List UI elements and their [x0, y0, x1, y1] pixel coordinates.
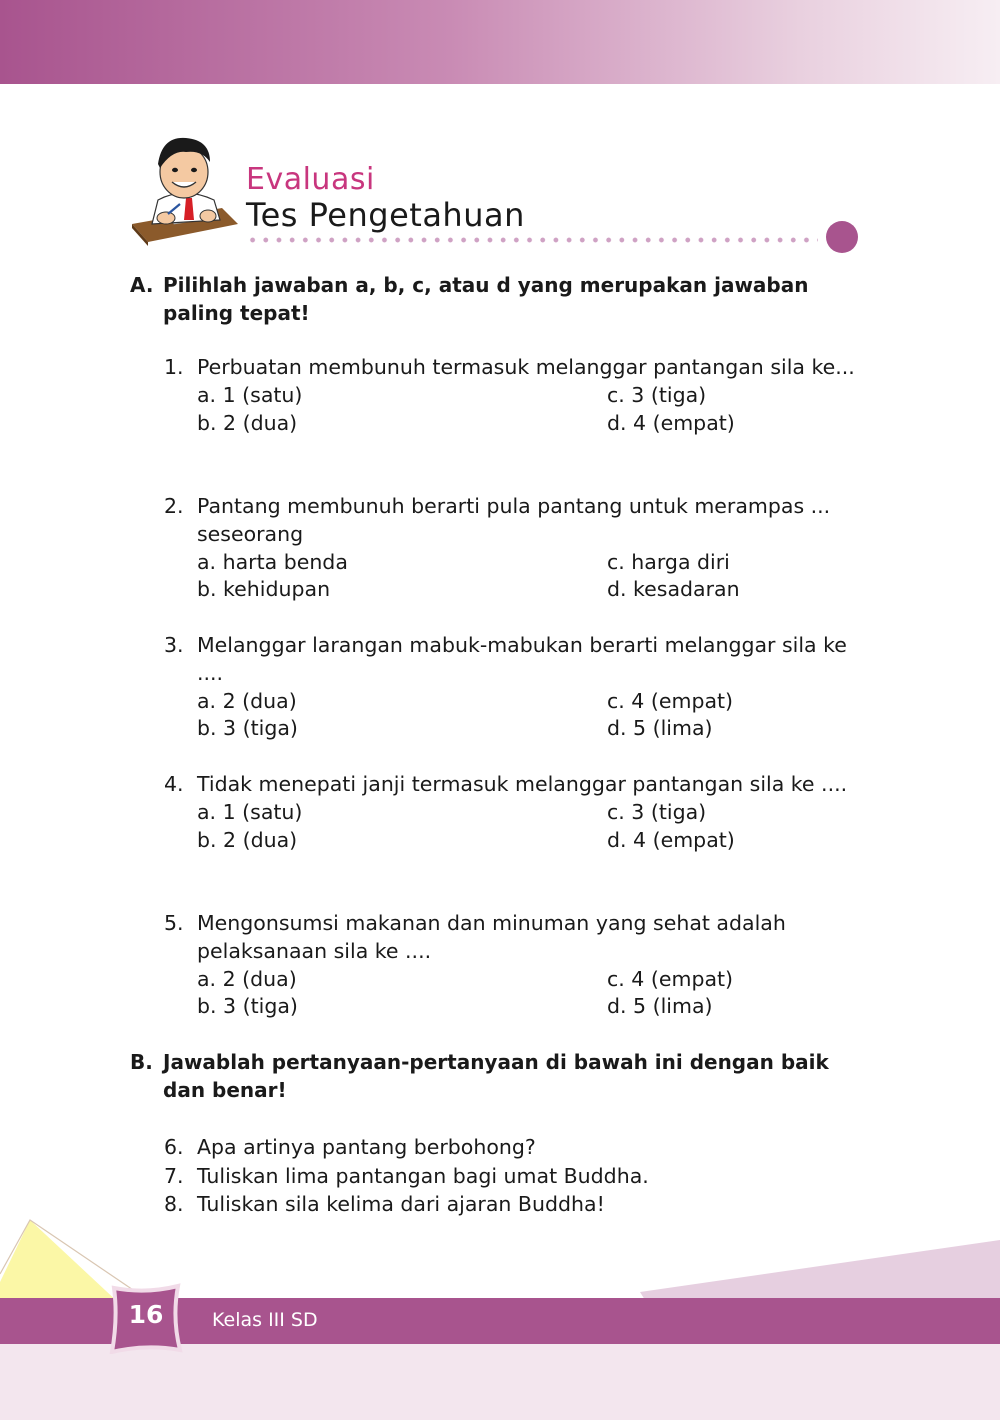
answer-options: [197, 549, 864, 605]
question-text: Pantang membunuh berarti pula pantang untuk merampas ... seseorang: [197, 494, 831, 546]
option-c: c. 4 (empat): [607, 688, 734, 713]
question-text: Tuliskan sila kelima dari ajaran Buddha!: [197, 1192, 605, 1216]
option-b: b. 3 (tiga): [197, 994, 298, 1019]
section-a-text: Pilihlah jawaban a, b, c, atau d yang merupakan jawaban paling tepat!: [163, 273, 809, 325]
question-text: Tidak menepati janji termasuk melanggar pantangan sila ke ....: [197, 772, 848, 796]
option-c: c. 4 (empat): [607, 966, 734, 991]
question-2: [164, 493, 864, 604]
question-text: Melanggar larangan mabuk-mabukan berarti melanggar sila ke ....: [197, 633, 847, 685]
option-c: c. 3 (tiga): [607, 799, 707, 824]
accent-dot: [826, 221, 858, 253]
section-b-instruction: [130, 1048, 850, 1104]
question-4: [164, 771, 864, 854]
answer-options: [197, 799, 864, 855]
option-a: a. harta benda: [197, 549, 348, 574]
title-tes-pengetahuan: Tes Pengetahuan: [246, 196, 525, 234]
option-d: d. 4 (empat): [607, 410, 735, 435]
option-d: d. kesadaran: [607, 577, 740, 602]
option-c: c. 3 (tiga): [607, 382, 707, 407]
question-number: 5.: [164, 911, 184, 935]
question-number: 6.: [164, 1135, 184, 1159]
option-a: a. 1 (satu): [197, 799, 303, 824]
dotted-divider: [246, 236, 818, 244]
essay-question-7: [164, 1162, 864, 1190]
option-b: b. kehidupan: [197, 577, 331, 602]
section-b-letter: B.: [130, 1050, 153, 1074]
footer-class-label: Kelas III SD: [212, 1309, 318, 1331]
title-evaluasi: Evaluasi: [246, 162, 375, 197]
question-number: 2.: [164, 494, 184, 518]
question-text: Apa artinya pantang berbohong?: [197, 1135, 536, 1159]
question-number: 7.: [164, 1164, 184, 1188]
answer-options: [197, 966, 864, 1022]
student-writing-illustration: [128, 128, 240, 246]
question-3: [164, 632, 864, 743]
option-a: a. 2 (dua): [197, 688, 297, 713]
question-number: 3.: [164, 633, 184, 657]
option-b: b. 2 (dua): [197, 410, 298, 435]
question-1: [164, 354, 864, 437]
question-5: [164, 910, 864, 1021]
option-a: a. 2 (dua): [197, 966, 297, 991]
option-b: b. 3 (tiga): [197, 716, 298, 741]
essay-question-6: [164, 1133, 864, 1161]
question-number: 1.: [164, 355, 184, 379]
page-number: 16: [128, 1300, 164, 1329]
top-header-band: [0, 0, 1000, 84]
answer-options: [197, 382, 864, 438]
section-a-letter: A.: [130, 273, 154, 297]
option-d: d. 5 (lima): [607, 994, 713, 1019]
question-text: Perbuatan membunuh termasuk melanggar pantangan sila ke...: [197, 355, 855, 379]
question-number: 4.: [164, 772, 184, 796]
section-b-text: Jawablah pertanyaan-pertanyaan di bawah ini dengan baik dan benar!: [163, 1050, 829, 1102]
option-d: d. 5 (lima): [607, 716, 713, 741]
section-a-instruction: [130, 271, 850, 327]
option-b: b. 2 (dua): [197, 827, 298, 852]
option-c: c. harga diri: [607, 549, 730, 574]
question-text: Tuliskan lima pantangan bagi umat Buddha.: [197, 1164, 649, 1188]
question-number: 8.: [164, 1192, 184, 1216]
option-d: d. 4 (empat): [607, 827, 735, 852]
question-text: Mengonsumsi makanan dan minuman yang sehat adalah pelaksanaan sila ke ....: [197, 911, 786, 963]
option-a: a. 1 (satu): [197, 382, 303, 407]
answer-options: [197, 688, 864, 744]
